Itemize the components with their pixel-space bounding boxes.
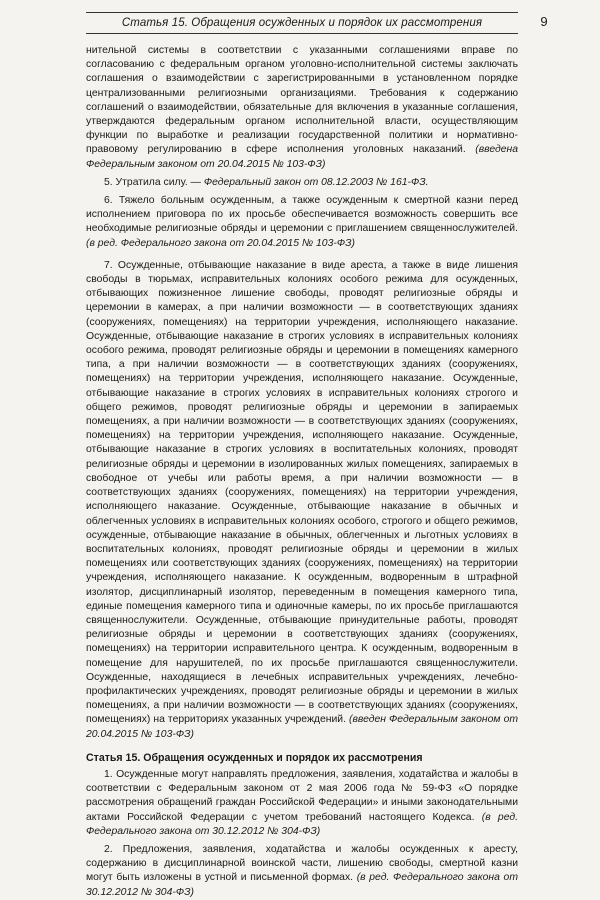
paragraph-text: нительной системы в соответствии с указанными соглашениями вправе по согласованию с федеральным органом уголовно-исполнительной системы заключать соглашения о взаимодействии с зарегистрированными в установленном порядке централизованными религиозными организациями. Требования к содержанию соглашений о взаимодействии, обязательные для включения в указанные соглашения, утверждаются федеральным органом исполнительной власти, осуществляющим функции по выработке и реализации государственной политики и нормативно-правовому регулированию в сфере исполнения уголовных наказаний. [86, 45, 518, 156]
amendment-note: Федеральный закон от 08.12.2003 № 161-ФЗ. [203, 176, 429, 188]
running-header [86, 12, 518, 34]
running-title: Статья 15. Обращения осужденных и порядок их рассмотрения [121, 17, 483, 29]
amendment-note: (в ред. Федерального закона от 30.12.2012 № 304-ФЗ) [86, 811, 519, 837]
paragraph-6 [86, 194, 518, 251]
page-number: 9 [540, 14, 548, 29]
document-body [86, 44, 518, 900]
article-paragraph-1 [86, 768, 518, 839]
amendment-note: (в ред. Федерального закона от 30.12.2012 № 304-ФЗ) [86, 872, 518, 898]
amendment-note: (в ред. Федерального закона от 20.04.2015 № 103-ФЗ) [86, 237, 355, 249]
paragraph-text: 6. Тяжело больным осужденным, а также осужденным к смертной казни перед исполнением приговора по их просьбе обеспечивается возможность совершить все необходимые религиозные обряды и церемонии с приглашением священнослужителей. [86, 195, 518, 235]
paragraph-text: 5. Утратила силу. — [104, 176, 204, 188]
paragraph-text: 2. Предложения, заявления, ходатайства и жалобы осужденных к аресту, содержанию в дисциплинарной воинской части, лишению свободы, смертной казни могут быть изложены в устной и письменной формах. [86, 843, 518, 884]
article-paragraph-2 [86, 843, 518, 900]
paragraph-7 [86, 259, 518, 742]
paragraph-5 [86, 176, 518, 190]
paragraph-continuation [86, 44, 518, 172]
paragraph-text: 7. Осужденные, отбывающие наказание в виде ареста, а также в виде лишения свободы в тюрьмах, исправительных колониях особого режима для осужденных, отбывающих пожизненное лишение свободы, проводят религиозные обряды и церемонии в камерах, а при наличии возможности — в соответствующих зданиях (сооружениях, помещениях) на территории учреждения, исполняющего наказание. Осужденные, отбывающие наказание в строгих условиях в исправительных колониях особого режима, проводят религиозные обряды и церемонии в помещениях камерного типа, а при наличии возможности — в соответствующих зданиях (сооружениях, помещениях) на территории учреждения, исполняющего наказание. Осужденные, отбывающие наказание в строгих условиях в исправительных колониях строгого и общего режимов, проводят религиозные обряды и церемонии в запираемых помещениях, а при наличии возможности — в соответствующих зданиях (сооружениях, помещениях) на территории учреждения, исполняющего наказание. Осужденные, отбывающие наказание в строгих условиях в воспитательных колониях, проводят религиозные обряды и церемонии в изолированных жилых помещениях, запираемых в свободное от учебы или работы время, а при наличии возможности — в соответствующих зданиях (сооружениях, помещениях) на территории учреждения, исполняющего наказание. Осужденные, отбывающие наказание в обычных и облегченных условиях в исправительных колониях особого, строгого и общего режимов, осужденные, отбывающие наказание в обычных, облегченных и льготных условиях в воспитательных колониях, проводят религиозные обряды и церемонии в жилых помещениях или соответствующих зданиях (сооружениях, помещениях) на территории учреждения, исполняющего наказание. К осужденным, водворенным в штрафной изолятор, дисциплинарный изолятор, переведенным в помещения камерного типа, единые помещения камерного типа и одиночные камеры, по их просьбе приглашаются священнослужители. Осужденные, отбывающие принудительные работы, проводят религиозные обряды и церемонии в соответствующих зданиях (сооружениях, помещениях) на территории исправительного центра. К осужденным, водворенным в помещение для нарушителей, по их просьбе приглашаются священнослужители. Осужденные, находящиеся в лечебных исправительных учреждениях, лечебно-профилактических учреждениях, проводят религиозные обряды и церемонии в жилых помещениях, а при наличии возможности — в соответствующих зданиях (сооружениях, помещениях) на территориях указанных учреждений. [86, 259, 518, 726]
article-heading: Статья 15. Обращения осужденных и порядок их рассмотрения [86, 751, 423, 764]
paragraph-text: 1. Осужденные могут направлять предложения, заявления, ходатайства и жалобы в соответствии с Федеральным законом от 2 мая 2006 года № 59-ФЗ «О порядке рассмотрения обращений граждан Российской Федерации» и иными законодательными актами Российской Федерации с учетом требований настоящего Кодекса. [86, 768, 518, 823]
amendment-note: (введена Федеральным законом от 20.04.2015 № 103-ФЗ) [86, 144, 518, 170]
amendment-note: (введен Федеральным законом от 20.04.2015 № 103-ФЗ) [86, 714, 518, 740]
